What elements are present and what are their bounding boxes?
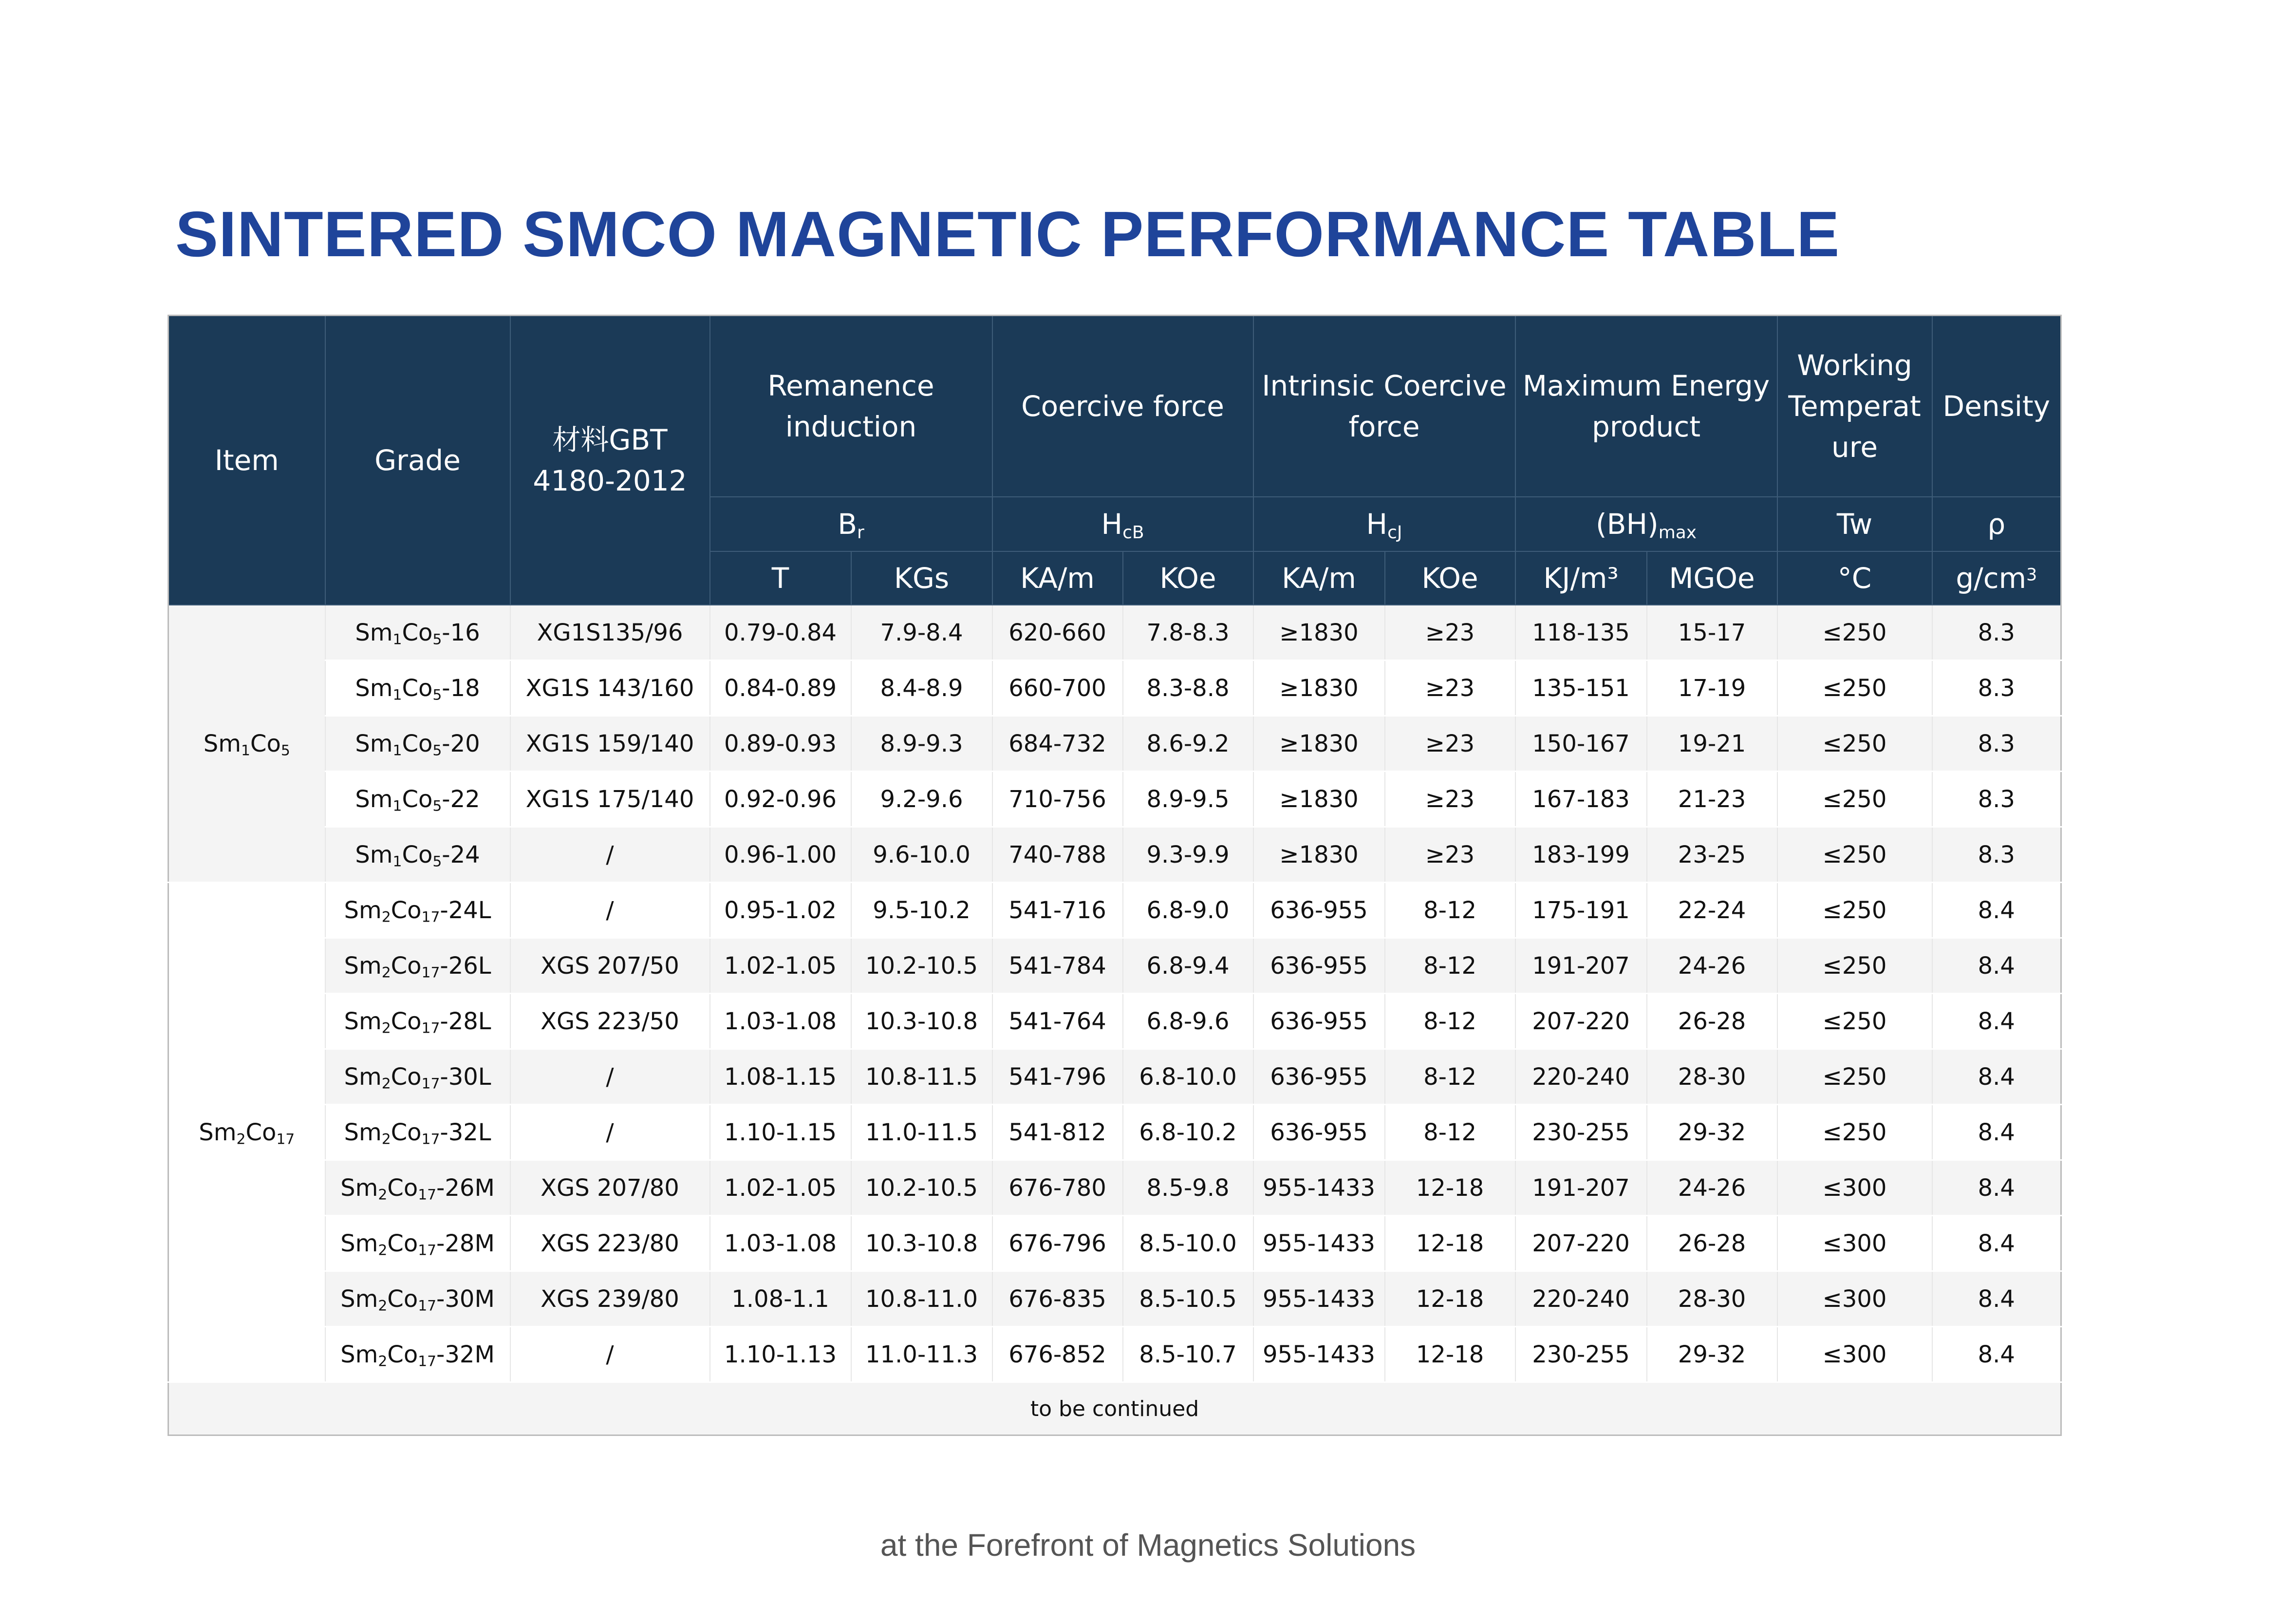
cell-bh-kj: 207-220 xyxy=(1515,994,1647,1049)
cell-bh-mgoe: 17-19 xyxy=(1647,661,1777,716)
cell-hcb-kam: 676-835 xyxy=(992,1271,1123,1327)
grade-co: Co xyxy=(387,1174,418,1202)
cell-density: 8.3 xyxy=(1932,661,2061,716)
cell-hcb-kam: 676-796 xyxy=(992,1216,1123,1271)
footer-tagline: at the Forefront of Magnetics Solutions xyxy=(880,1528,1416,1563)
cell-hcj-koe: 8-12 xyxy=(1385,883,1515,938)
cell-item xyxy=(168,883,325,1382)
item-sub1: 2 xyxy=(236,1130,246,1148)
cell-hcj-kam: 955-1433 xyxy=(1253,1327,1385,1382)
cell-br-kgs: 10.2-10.5 xyxy=(851,938,992,994)
cell-bh-mgoe: 28-30 xyxy=(1647,1049,1777,1105)
cell-bh-kj: 220-240 xyxy=(1515,1049,1647,1105)
cell-gbt: XG1S 159/140 xyxy=(510,716,710,772)
col-header-grade: Grade xyxy=(325,316,510,605)
grade-sub1: 1 xyxy=(392,630,402,648)
cell-bh-kj: 230-255 xyxy=(1515,1327,1647,1382)
cell-grade xyxy=(325,994,510,1049)
table-row xyxy=(168,994,2061,1049)
cell-bh-mgoe: 22-24 xyxy=(1647,883,1777,938)
cell-br-t: 0.79-0.84 xyxy=(710,605,851,661)
grade-sub2: 5 xyxy=(432,630,442,648)
cell-bh-mgoe: 26-28 xyxy=(1647,994,1777,1049)
unit-hcj-kam: KA/m xyxy=(1253,551,1385,605)
cell-br-t: 1.03-1.08 xyxy=(710,994,851,1049)
grade-sub1: 2 xyxy=(381,1130,391,1148)
cell-density: 8.3 xyxy=(1932,827,2061,883)
unit-kjm3: KJ/m³ xyxy=(1515,551,1647,605)
col-header-remanence: Remanence induction xyxy=(710,316,992,497)
cell-tw: ≤300 xyxy=(1777,1160,1932,1216)
cell-bh-mgoe: 29-32 xyxy=(1647,1327,1777,1382)
cell-hcb-kam: 620-660 xyxy=(992,605,1123,661)
cell-hcb-koe: 6.8-9.4 xyxy=(1123,938,1253,994)
grade-sub1: 1 xyxy=(392,741,402,759)
cell-hcj-koe: ≥23 xyxy=(1385,661,1515,716)
cell-hcb-koe: 6.8-10.0 xyxy=(1123,1049,1253,1105)
item-sm: Sm xyxy=(203,730,241,757)
cell-density: 8.3 xyxy=(1932,772,2061,827)
grade-sub1: 2 xyxy=(378,1352,388,1370)
grade-co: Co xyxy=(387,1229,418,1257)
cell-hcj-koe: 12-18 xyxy=(1385,1160,1515,1216)
cell-density: 8.4 xyxy=(1932,994,2061,1049)
cell-grade xyxy=(325,772,510,827)
cell-hcb-kam: 740-788 xyxy=(992,827,1123,883)
table-row xyxy=(168,1271,2061,1327)
cell-hcb-koe: 9.3-9.9 xyxy=(1123,827,1253,883)
table-row xyxy=(168,1049,2061,1105)
cell-bh-mgoe: 23-25 xyxy=(1647,827,1777,883)
unit-hcb-koe: KOe xyxy=(1123,551,1253,605)
grade-sub1: 1 xyxy=(392,797,402,814)
cell-hcb-koe: 6.8-10.2 xyxy=(1123,1105,1253,1160)
cell-bh-kj: 183-199 xyxy=(1515,827,1647,883)
grade-suffix: -20 xyxy=(442,730,480,757)
cell-br-t: 1.03-1.08 xyxy=(710,1216,851,1271)
unit-kgs: KGs xyxy=(851,551,992,605)
cell-hcb-koe: 7.8-8.3 xyxy=(1123,605,1253,661)
cell-hcj-koe: 12-18 xyxy=(1385,1327,1515,1382)
cell-gbt: XGS 207/50 xyxy=(510,938,710,994)
cell-gbt: XG1S 175/140 xyxy=(510,772,710,827)
cell-density: 8.4 xyxy=(1932,883,2061,938)
cell-hcj-koe: 8-12 xyxy=(1385,938,1515,994)
cell-br-kgs: 11.0-11.3 xyxy=(851,1327,992,1382)
grade-sub1: 2 xyxy=(378,1241,388,1259)
grade-sub1: 2 xyxy=(381,1075,391,1092)
cell-hcj-koe: 8-12 xyxy=(1385,994,1515,1049)
grade-co: Co xyxy=(391,1118,422,1146)
grade-sub2: 5 xyxy=(432,741,442,759)
cell-grade xyxy=(325,883,510,938)
cell-gbt: / xyxy=(510,827,710,883)
cell-br-kgs: 9.2-9.6 xyxy=(851,772,992,827)
cell-hcb-kam: 541-716 xyxy=(992,883,1123,938)
cell-br-t: 0.84-0.89 xyxy=(710,661,851,716)
cell-grade xyxy=(325,661,510,716)
cell-bh-kj: 118-135 xyxy=(1515,605,1647,661)
cell-hcj-kam: ≥1830 xyxy=(1253,827,1385,883)
col-header-density: Density xyxy=(1932,316,2061,497)
cell-tw: ≤250 xyxy=(1777,661,1932,716)
cell-hcb-kam: 541-784 xyxy=(992,938,1123,994)
page-title: SINTERED SMCO MAGNETIC PERFORMANCE TABLE xyxy=(175,198,1840,270)
col-header-gbt-line2: 4180-2012 xyxy=(533,464,687,497)
cell-br-t: 0.96-1.00 xyxy=(710,827,851,883)
grade-sm: Sm xyxy=(344,1063,382,1091)
table-row xyxy=(168,1327,2061,1382)
cell-bh-mgoe: 15-17 xyxy=(1647,605,1777,661)
cell-hcb-koe: 8.5-10.0 xyxy=(1123,1216,1253,1271)
cell-hcj-kam: 636-955 xyxy=(1253,1105,1385,1160)
cell-bh-kj: 191-207 xyxy=(1515,938,1647,994)
cell-hcb-koe: 8.9-9.5 xyxy=(1123,772,1253,827)
grade-sub2: 17 xyxy=(421,908,440,925)
cell-tw: ≤300 xyxy=(1777,1271,1932,1327)
cell-bh-kj: 220-240 xyxy=(1515,1271,1647,1327)
grade-sm: Sm xyxy=(340,1285,378,1313)
grade-sm: Sm xyxy=(340,1229,378,1257)
col-header-coercive: Coercive force xyxy=(992,316,1253,497)
cell-br-t: 1.02-1.05 xyxy=(710,938,851,994)
grade-sub2: 17 xyxy=(418,1186,437,1203)
cell-br-t: 0.95-1.02 xyxy=(710,883,851,938)
cell-br-kgs: 10.3-10.8 xyxy=(851,994,992,1049)
cell-tw: ≤250 xyxy=(1777,605,1932,661)
cell-density: 8.3 xyxy=(1932,716,2061,772)
col-header-working-temp: Working Temperat ure xyxy=(1777,316,1932,497)
table-footnote: to be continued xyxy=(168,1382,2061,1435)
grade-sub2: 17 xyxy=(421,1130,440,1148)
grade-sm: Sm xyxy=(344,1118,382,1146)
table-row xyxy=(168,772,2061,827)
cell-bh-kj: 167-183 xyxy=(1515,772,1647,827)
grade-suffix: -22 xyxy=(442,785,480,813)
cell-hcj-kam: 955-1433 xyxy=(1253,1160,1385,1216)
cell-gbt: XGS 223/50 xyxy=(510,994,710,1049)
grade-sub2: 17 xyxy=(418,1297,437,1314)
grade-suffix: -28M xyxy=(436,1229,495,1257)
cell-hcb-koe: 6.8-9.6 xyxy=(1123,994,1253,1049)
table-row xyxy=(168,605,2061,661)
cell-bh-kj: 135-151 xyxy=(1515,661,1647,716)
cell-density: 8.4 xyxy=(1932,1049,2061,1105)
cell-hcb-kam: 710-756 xyxy=(992,772,1123,827)
cell-tw: ≤300 xyxy=(1777,1216,1932,1271)
cell-grade xyxy=(325,1216,510,1271)
grade-suffix: -24 xyxy=(442,841,480,868)
grade-sm: Sm xyxy=(355,730,393,757)
symbol-bhmax: $(BH)_{max}$ xyxy=(1515,497,1777,551)
cell-bh-mgoe: 24-26 xyxy=(1647,938,1777,994)
table-row xyxy=(168,827,2061,883)
table-body xyxy=(168,605,2061,1382)
grade-sub1: 2 xyxy=(381,908,391,925)
cell-hcj-koe: ≥23 xyxy=(1385,772,1515,827)
cell-hcj-koe: 12-18 xyxy=(1385,1216,1515,1271)
grade-suffix: -28L xyxy=(440,1007,491,1035)
cell-br-kgs: 8.4-8.9 xyxy=(851,661,992,716)
cell-gbt: / xyxy=(510,1105,710,1160)
cell-hcb-koe: 8.5-10.7 xyxy=(1123,1327,1253,1382)
cell-density: 8.4 xyxy=(1932,1160,2061,1216)
cell-hcj-koe: ≥23 xyxy=(1385,716,1515,772)
symbol-br: $B_r$ xyxy=(710,497,992,551)
grade-sub2: 17 xyxy=(421,1075,440,1092)
cell-bh-mgoe: 24-26 xyxy=(1647,1160,1777,1216)
cell-bh-mgoe: 19-21 xyxy=(1647,716,1777,772)
item-sm: Sm xyxy=(199,1118,237,1146)
grade-sub2: 5 xyxy=(432,686,442,703)
unit-hcb-kam: KA/m xyxy=(992,551,1123,605)
grade-co: Co xyxy=(402,730,433,757)
cell-gbt: XGS 223/80 xyxy=(510,1216,710,1271)
cell-hcb-kam: 541-796 xyxy=(992,1049,1123,1105)
unit-hcj-koe: KOe xyxy=(1385,551,1515,605)
cell-br-kgs: 10.8-11.0 xyxy=(851,1271,992,1327)
cell-bh-mgoe: 21-23 xyxy=(1647,772,1777,827)
unit-celsius: °C xyxy=(1777,551,1932,605)
cell-grade xyxy=(325,716,510,772)
cell-grade xyxy=(325,1160,510,1216)
cell-tw: ≤300 xyxy=(1777,1327,1932,1382)
grade-co: Co xyxy=(402,841,433,868)
cell-gbt: / xyxy=(510,883,710,938)
cell-hcj-kam: 636-955 xyxy=(1253,883,1385,938)
grade-sub2: 5 xyxy=(432,852,442,870)
cell-hcj-kam: ≥1830 xyxy=(1253,716,1385,772)
grade-suffix: -32M xyxy=(436,1340,495,1368)
cell-density: 8.4 xyxy=(1932,1271,2061,1327)
unit-t: T xyxy=(710,551,851,605)
cell-hcb-koe: 8.5-9.8 xyxy=(1123,1160,1253,1216)
col-header-intrinsic: Intrinsic Coercive force xyxy=(1253,316,1515,497)
table-row xyxy=(168,1216,2061,1271)
grade-sm: Sm xyxy=(355,674,393,702)
grade-sub2: 5 xyxy=(432,797,442,814)
grade-suffix: -18 xyxy=(442,674,480,702)
cell-hcb-koe: 6.8-9.0 xyxy=(1123,883,1253,938)
grade-sub2: 17 xyxy=(421,1019,440,1037)
cell-tw: ≤250 xyxy=(1777,994,1932,1049)
table-row xyxy=(168,1160,2061,1216)
grade-sub1: 1 xyxy=(392,686,402,703)
cell-br-kgs: 9.6-10.0 xyxy=(851,827,992,883)
cell-bh-kj: 150-167 xyxy=(1515,716,1647,772)
table-row xyxy=(168,716,2061,772)
cell-bh-kj: 191-207 xyxy=(1515,1160,1647,1216)
cell-tw: ≤250 xyxy=(1777,1049,1932,1105)
cell-br-t: 1.10-1.15 xyxy=(710,1105,851,1160)
cell-hcj-kam: 636-955 xyxy=(1253,938,1385,994)
grade-sm: Sm xyxy=(344,952,382,980)
item-sub2: 17 xyxy=(276,1130,295,1148)
grade-suffix: -26M xyxy=(436,1174,495,1202)
cell-gbt: / xyxy=(510,1327,710,1382)
grade-sm: Sm xyxy=(355,785,393,813)
cell-bh-kj: 207-220 xyxy=(1515,1216,1647,1271)
cell-br-kgs: 7.9-8.4 xyxy=(851,605,992,661)
cell-item xyxy=(168,605,325,883)
item-co: Co xyxy=(250,730,281,757)
grade-sub1: 2 xyxy=(378,1186,388,1203)
cell-hcb-kam: 684-732 xyxy=(992,716,1123,772)
cell-density: 8.4 xyxy=(1932,1105,2061,1160)
cell-bh-mgoe: 29-32 xyxy=(1647,1105,1777,1160)
cell-grade xyxy=(325,1049,510,1105)
cell-bh-kj: 230-255 xyxy=(1515,1105,1647,1160)
cell-hcj-kam: 955-1433 xyxy=(1253,1271,1385,1327)
cell-gbt: XG1S 143/160 xyxy=(510,661,710,716)
cell-grade xyxy=(325,605,510,661)
cell-hcb-kam: 660-700 xyxy=(992,661,1123,716)
unit-density: $g/cm^3$ xyxy=(1932,551,2061,605)
cell-density: 8.4 xyxy=(1932,1327,2061,1382)
cell-bh-mgoe: 26-28 xyxy=(1647,1216,1777,1271)
grade-co: Co xyxy=(402,785,433,813)
symbol-rho: ρ xyxy=(1932,497,2061,551)
cell-hcj-koe: 8-12 xyxy=(1385,1105,1515,1160)
cell-hcj-kam: 636-955 xyxy=(1253,1049,1385,1105)
cell-br-t: 0.89-0.93 xyxy=(710,716,851,772)
grade-co: Co xyxy=(391,1063,422,1091)
cell-grade xyxy=(325,938,510,994)
cell-grade xyxy=(325,827,510,883)
cell-br-t: 0.92-0.96 xyxy=(710,772,851,827)
cell-hcj-kam: ≥1830 xyxy=(1253,772,1385,827)
col-header-gbt-line1: 材料GBT xyxy=(552,423,668,456)
grade-co: Co xyxy=(387,1285,418,1313)
cell-hcb-koe: 8.3-8.8 xyxy=(1123,661,1253,716)
cell-hcb-koe: 8.6-9.2 xyxy=(1123,716,1253,772)
grade-sm: Sm xyxy=(355,841,393,868)
cell-br-kgs: 10.2-10.5 xyxy=(851,1160,992,1216)
cell-gbt: / xyxy=(510,1049,710,1105)
cell-tw: ≤250 xyxy=(1777,938,1932,994)
cell-hcb-kam: 676-852 xyxy=(992,1327,1123,1382)
grade-sub2: 17 xyxy=(421,963,440,981)
cell-hcj-koe: 8-12 xyxy=(1385,1049,1515,1105)
cell-bh-kj: 175-191 xyxy=(1515,883,1647,938)
cell-tw: ≤250 xyxy=(1777,827,1932,883)
grade-sub1: 2 xyxy=(381,1019,391,1037)
grade-sub1: 1 xyxy=(392,852,402,870)
grade-sub1: 2 xyxy=(381,963,391,981)
cell-hcb-koe: 8.5-10.5 xyxy=(1123,1271,1253,1327)
grade-suffix: -24L xyxy=(440,896,491,924)
cell-gbt: XGS 207/80 xyxy=(510,1160,710,1216)
cell-tw: ≤250 xyxy=(1777,772,1932,827)
cell-hcj-kam: ≥1830 xyxy=(1253,661,1385,716)
cell-br-kgs: 9.5-10.2 xyxy=(851,883,992,938)
cell-hcj-kam: 955-1433 xyxy=(1253,1216,1385,1271)
unit-mgoe: MGOe xyxy=(1647,551,1777,605)
cell-grade xyxy=(325,1271,510,1327)
item-co: Co xyxy=(245,1118,277,1146)
performance-table xyxy=(168,315,2062,1436)
cell-hcj-koe: ≥23 xyxy=(1385,827,1515,883)
grade-sm: Sm xyxy=(344,896,382,924)
cell-br-t: 1.10-1.13 xyxy=(710,1327,851,1382)
item-sub2: 5 xyxy=(280,741,290,759)
cell-hcj-kam: 636-955 xyxy=(1253,994,1385,1049)
cell-hcb-kam: 541-812 xyxy=(992,1105,1123,1160)
cell-tw: ≤250 xyxy=(1777,716,1932,772)
cell-grade xyxy=(325,1105,510,1160)
cell-gbt: XGS 239/80 xyxy=(510,1271,710,1327)
cell-density: 8.3 xyxy=(1932,605,2061,661)
grade-sm: Sm xyxy=(340,1174,378,1202)
cell-bh-mgoe: 28-30 xyxy=(1647,1271,1777,1327)
grade-co: Co xyxy=(402,674,433,702)
item-sub1: 1 xyxy=(241,741,250,759)
symbol-tw: Tw xyxy=(1777,497,1932,551)
cell-hcb-kam: 676-780 xyxy=(992,1160,1123,1216)
grade-sm: Sm xyxy=(355,619,393,646)
cell-hcj-koe: 12-18 xyxy=(1385,1271,1515,1327)
cell-br-kgs: 8.9-9.3 xyxy=(851,716,992,772)
grade-co: Co xyxy=(387,1340,418,1368)
cell-density: 8.4 xyxy=(1932,1216,2061,1271)
cell-tw: ≤250 xyxy=(1777,883,1932,938)
grade-sub2: 17 xyxy=(418,1241,437,1259)
symbol-hcb: $H_{cB}$ xyxy=(992,497,1253,551)
cell-hcj-koe: ≥23 xyxy=(1385,605,1515,661)
grade-co: Co xyxy=(391,952,422,980)
grade-co: Co xyxy=(391,1007,422,1035)
cell-grade xyxy=(325,1327,510,1382)
grade-suffix: -32L xyxy=(440,1118,491,1146)
cell-hcb-kam: 541-764 xyxy=(992,994,1123,1049)
grade-suffix: -16 xyxy=(442,619,480,646)
table-row xyxy=(168,1105,2061,1160)
cell-br-t: 1.02-1.05 xyxy=(710,1160,851,1216)
cell-tw: ≤250 xyxy=(1777,1105,1932,1160)
grade-suffix: -30L xyxy=(440,1063,491,1091)
col-header-item: Item xyxy=(168,316,325,605)
col-header-energy: Maximum Energy product xyxy=(1515,316,1777,497)
grade-co: Co xyxy=(402,619,433,646)
grade-sm: Sm xyxy=(344,1007,382,1035)
cell-br-kgs: 10.3-10.8 xyxy=(851,1216,992,1271)
grade-co: Co xyxy=(391,896,422,924)
grade-suffix: -30M xyxy=(436,1285,495,1313)
table-row xyxy=(168,938,2061,994)
cell-br-t: 1.08-1.1 xyxy=(710,1271,851,1327)
symbol-hcj: $H_{cJ}$ xyxy=(1253,497,1515,551)
cell-br-kgs: 10.8-11.5 xyxy=(851,1049,992,1105)
table-row xyxy=(168,661,2061,716)
cell-hcj-kam: ≥1830 xyxy=(1253,605,1385,661)
grade-suffix: -26L xyxy=(440,952,491,980)
grade-sub2: 17 xyxy=(418,1352,437,1370)
grade-sub1: 2 xyxy=(378,1297,388,1314)
cell-density: 8.4 xyxy=(1932,938,2061,994)
col-header-gbt xyxy=(510,316,710,605)
cell-br-t: 1.08-1.15 xyxy=(710,1049,851,1105)
cell-gbt: XG1S135/96 xyxy=(510,605,710,661)
grade-sm: Sm xyxy=(340,1340,378,1368)
cell-br-kgs: 11.0-11.5 xyxy=(851,1105,992,1160)
table-row xyxy=(168,883,2061,938)
